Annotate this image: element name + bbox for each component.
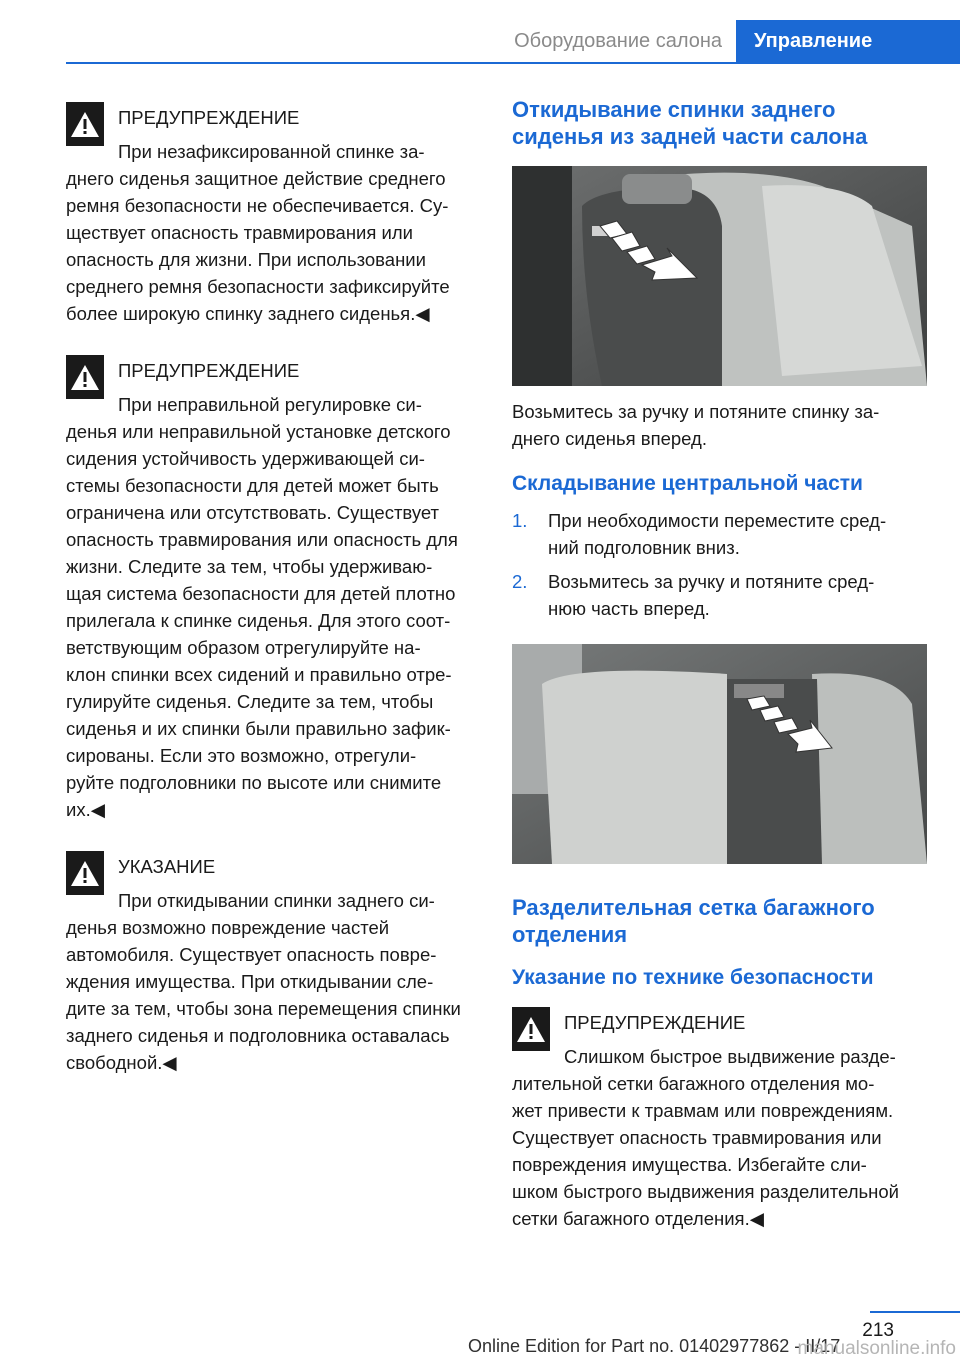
section-title-fold-center: Складывание центральной части xyxy=(512,472,863,495)
notice-title: УКАЗАНИЕ xyxy=(118,856,216,877)
photo-rear-backrest xyxy=(512,166,927,386)
page-number: 213 xyxy=(862,1320,894,1341)
header-section-title: Оборудование салона xyxy=(514,30,722,52)
step-number: 1. xyxy=(512,510,528,531)
footer-rule xyxy=(870,1311,960,1313)
warning-block-partition xyxy=(512,1001,932,1232)
caption-fold-backrest: Возьмитесь за ручку и потяните спинку за- днего сиденья вперед. xyxy=(512,401,880,449)
step-number: 2. xyxy=(512,571,528,592)
edition-note: Online Edition for Part no. 01402977862 - II/17 xyxy=(468,1336,841,1356)
list-item: 2. Возьмитесь за ручку и потяните сред- нюю часть вперед. xyxy=(512,568,932,622)
page-header xyxy=(0,0,960,62)
notice-block xyxy=(66,845,480,1076)
warning-triangle-icon xyxy=(512,1007,550,1051)
header-rule xyxy=(66,62,960,64)
steps-list xyxy=(512,507,932,622)
warning-title: ПРЕДУПРЕЖДЕНИЕ xyxy=(118,360,300,381)
warning-text: При незафиксированной спинке за- днего сиденья защитное действие среднего ремня безопасности не обеспечивается. Су- ществует опасность травмирования или опасность для жизни. При использовании среднего ремня безопасности зафиксируйте более широкую спинку заднего сиденья.◀ xyxy=(66,141,450,324)
right-column xyxy=(512,96,932,1254)
warning-block-1 xyxy=(66,96,480,327)
notice-text: При откидывании спинки заднего си- денья возможно повреждение частей автомобиля. Существует опасность повре- ждения имущества. При откидывании сле- дите за тем, чтобы зона перемещения спинки заднего сиденья и подголовника оставалась свободной.◀ xyxy=(66,890,461,1073)
warning-text: Слишком быстрое выдвижение разде- лительной сетки багажного отделения мо- жет привести к травмам или повреждениям. Существует опасность травмирования или повреждения имущества. Избегайте сли- шком быстрого выдвижения разделительной сетки багажного отделения.◀ xyxy=(512,1046,899,1229)
warning-block-2 xyxy=(66,349,480,823)
section-title-fold-backrest: Откидывание спинки заднего сиденья из задней части салона xyxy=(512,97,868,149)
watermark: manualsonline.info xyxy=(797,1338,956,1359)
photo-center-section xyxy=(512,644,927,864)
left-column xyxy=(66,96,480,1098)
warning-triangle-icon xyxy=(66,355,104,399)
header-chapter-tab xyxy=(736,20,960,64)
warning-title: ПРЕДУПРЕЖДЕНИЕ xyxy=(564,1012,746,1033)
warning-triangle-icon xyxy=(66,851,104,895)
header-chapter-label: Управление xyxy=(754,30,873,52)
section-title-partition-net: Разделительная сетка багажного отделения xyxy=(512,895,875,947)
subsection-title-safety: Указание по технике безопасности xyxy=(512,966,874,989)
warning-title: ПРЕДУПРЕЖДЕНИЕ xyxy=(118,107,300,128)
list-item: 1. При необходимости переместите сред- ний подголовник вниз. xyxy=(512,507,932,561)
warning-text: При неправильной регулировке си- денья или неправильной установке детского сидения устойчивость удерживающей си- стемы безопасности для детей может быть ограничена или отсутствовать. Существует опасность травмирования или опасность для жизни. Следите за тем, чтобы удерживаю- щая система безопасности для детей плотно прилегала к спинке сиденья. Для этого соот- ветствующим образом отрегулируйте на- клон спинки всех сидений и правильно отре- гулируйте сиденья. Следите за тем, чтобы сиденья и их спинки были правильно зафик- сированы. Если это возможно, отрегули- руйте подголовники по высоте или снимите их.◀ xyxy=(66,394,458,820)
warning-triangle-icon xyxy=(66,102,104,146)
